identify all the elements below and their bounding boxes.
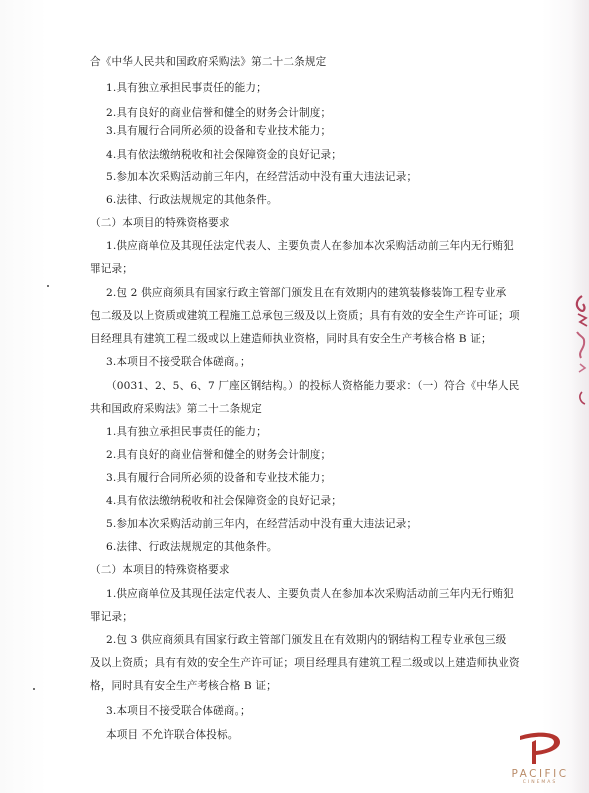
text-line: 3.本项目不接受联合体磋商。； (106, 705, 251, 717)
section-heading: （二）本项目的特殊资格要求 (90, 217, 230, 229)
text-line: 3.本项目不接受联合体磋商。； (106, 356, 251, 368)
text-line: 5.参加本次采购活动前三年内，在经营活动中没有重大违法记录； (106, 171, 418, 183)
text-line: 包二级及以上资质或建筑工程施工总承包三级及以上资质；具有有效的安全生产许可证；项 (90, 310, 520, 322)
text-line: 共和国政府采购法》第二十二条规定 (90, 403, 262, 415)
logo-mark-icon (498, 728, 582, 768)
watermark-logo (498, 728, 582, 786)
text-line: 合《中华人民共和国政府采购法》第二十二条规定 (90, 56, 327, 68)
text-line: 2.具有良好的商业信誉和健全的财务会计制度； (106, 449, 332, 461)
text-line: 罪记录； (90, 263, 133, 275)
text-line: 1.供应商单位及其现任法定代表人、主要负责人在参加本次采购活动前三年内无行贿犯 (106, 240, 514, 252)
logo-subtitle: CINEMAS (522, 780, 558, 785)
text-line: 罪记录； (90, 611, 133, 623)
scan-speck (33, 688, 35, 690)
text-line: 1.具有独立承担民事责任的能力； (106, 82, 267, 94)
text-line: 及以上资质；具有有效的安全生产许可证；项目经理具有建筑工程二级或以上建造师执业资 (90, 657, 520, 669)
text-line: 3.具有履行合同所必须的设备和专业技术能力； (106, 472, 332, 484)
text-line: 4.具有依法缴纳税收和社会保障资金的良好记录； (106, 495, 343, 507)
text-line: 2.包 3 供应商须具有国家行政主管部门颁发且在有效期内的钢结构工程专业承包三级 (106, 634, 507, 646)
text-line: 6.法律、行政法规规定的其他条件。 (106, 194, 278, 206)
text-line: 6.法律、行政法规规定的其他条件。 (106, 541, 278, 553)
text-line: （0031、2、5、6、7 厂座区钢结构。）的投标人资格能力要求：（一）符合《中华人民 (106, 380, 520, 392)
logo-wordmark: PACIFIC (511, 768, 569, 780)
text-line: 4.具有依法缴纳税收和社会保障资金的良好记录； (106, 149, 343, 161)
text-line: 目经理具有建筑工程二级或以上建造师执业资格，同时具有安全生产考核合格 B 证； (90, 333, 492, 345)
text-line: 格，同时具有安全生产考核合格 B 证； (90, 680, 277, 692)
scan-speck (47, 285, 49, 287)
text-line: 2.包 2 供应商须具有国家行政主管部门颁发且在有效期内的建筑装修装饰工程专业承 (106, 287, 507, 299)
section-heading: （二）本项目的特殊资格要求 (90, 564, 230, 576)
text-line: 3.具有履行合同所必须的设备和专业技术能力； (106, 125, 332, 137)
text-line: 5.参加本次采购活动前三年内，在经营活动中没有重大违法记录； (106, 518, 418, 530)
text-line: 2.具有良好的商业信誉和健全的财务会计制度； (106, 107, 332, 119)
red-seal-fragment (572, 292, 589, 412)
text-line: 1.具有独立承担民事责任的能力； (106, 426, 267, 438)
text-line: 1.供应商单位及其现任法定代表人、主要负责人在参加本次采购活动前三年内无行贿犯 (106, 588, 514, 600)
text-line: 本项目 不允许联合体投标。 (106, 729, 239, 741)
